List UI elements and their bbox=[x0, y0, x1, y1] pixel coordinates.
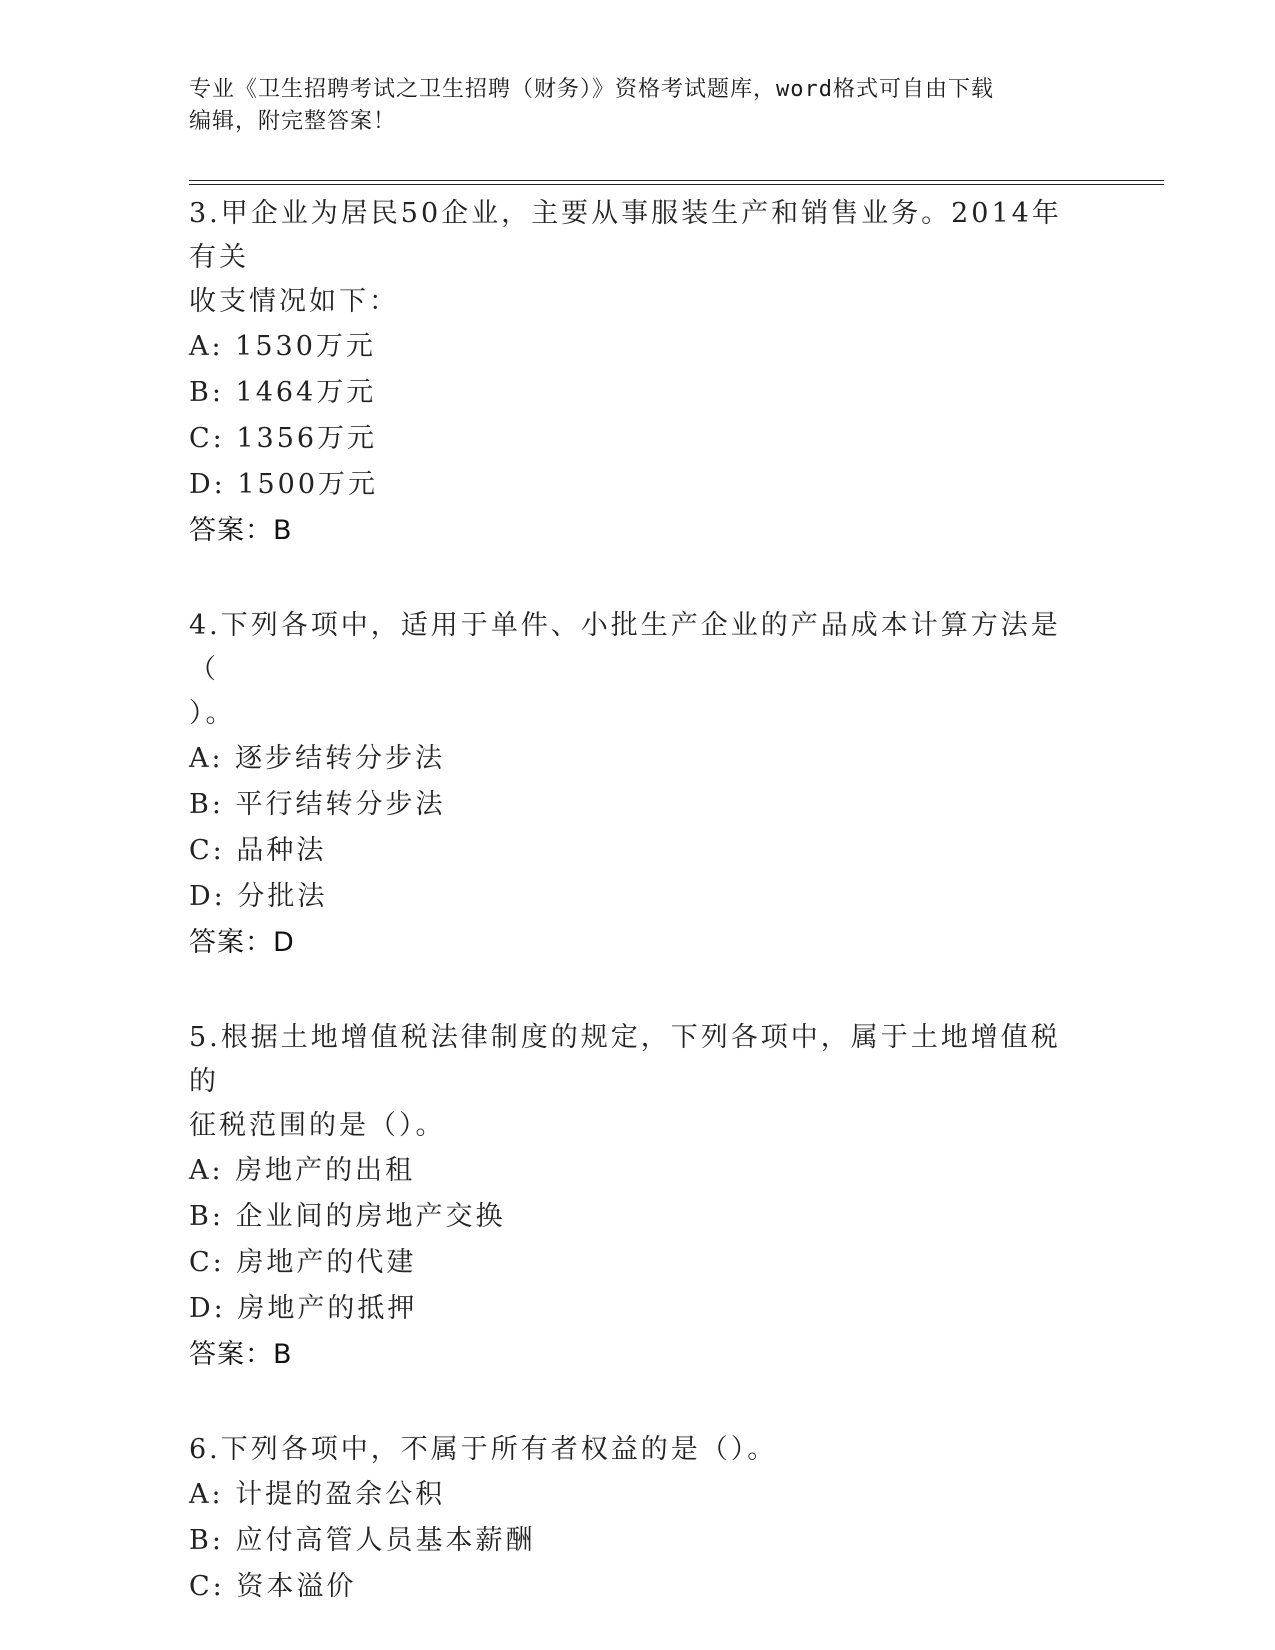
question-stem-line: ）。 bbox=[189, 698, 236, 729]
option-a: A: 1530万元 bbox=[189, 331, 376, 362]
option-c: C: 房地产的代建 bbox=[189, 1247, 417, 1278]
option-c: C: 资本溢价 bbox=[189, 1571, 357, 1602]
spacer bbox=[189, 554, 1089, 600]
question-stem-line: 征税范围的是（）。 bbox=[189, 1110, 446, 1141]
option-a: A: 计提的盈余公积 bbox=[189, 1479, 446, 1510]
spacer bbox=[189, 966, 1089, 1012]
option-c: C: 1356万元 bbox=[189, 423, 378, 454]
option-a: A: 逐步结转分步法 bbox=[189, 743, 446, 774]
option-b: B: 1464万元 bbox=[189, 377, 377, 408]
header-divider-top bbox=[189, 180, 1164, 181]
question-stem-line: 3.甲企业为居民50企业，主要从事服装生产和销售业务。2014年有关 bbox=[189, 198, 1062, 273]
answer-line: 答案：B bbox=[189, 1339, 293, 1370]
question-stem bbox=[189, 188, 1089, 324]
question-list bbox=[189, 188, 1089, 1610]
question-stem bbox=[189, 600, 1089, 736]
question-stem-line: 6.下列各项中，不属于所有者权益的是（）。 bbox=[189, 1434, 778, 1465]
option-b: B: 平行结转分步法 bbox=[189, 789, 446, 820]
option-b: B: 企业间的房地产交换 bbox=[189, 1201, 506, 1232]
question-stem bbox=[189, 1012, 1089, 1148]
option-d: D: 1500万元 bbox=[189, 469, 379, 500]
question-6 bbox=[189, 1424, 1089, 1610]
option-a: A: 房地产的出租 bbox=[189, 1155, 416, 1186]
question-4 bbox=[189, 600, 1089, 966]
option-d: D: 分批法 bbox=[189, 881, 328, 912]
spacer bbox=[189, 1378, 1089, 1424]
option-c: C: 品种法 bbox=[189, 835, 327, 866]
option-d: D: 房地产的抵押 bbox=[189, 1293, 418, 1324]
question-stem-line: 5.根据土地增值税法律制度的规定，下列各项中，属于土地增值税的 bbox=[189, 1022, 1061, 1097]
answer-line: 答案：D bbox=[189, 927, 295, 958]
question-stem-line: 收支情况如下： bbox=[189, 286, 399, 317]
question-stem-line: 4.下列各项中，适用于单件、小批生产企业的产品成本计算方法是（ bbox=[189, 610, 1061, 685]
document-header bbox=[189, 74, 1089, 138]
option-b: B: 应付高管人员基本薪酬 bbox=[189, 1525, 536, 1556]
header-line-2: 编辑，附完整答案！ bbox=[189, 109, 397, 134]
question-stem bbox=[189, 1424, 1089, 1472]
header-divider-bottom bbox=[189, 184, 1164, 185]
question-5 bbox=[189, 1012, 1089, 1378]
header-line-1: 专业《卫生招聘考试之卫生招聘（财务）》资格考试题库，word格式可自由下载 bbox=[189, 77, 994, 102]
answer-line: 答案：B bbox=[189, 515, 293, 546]
question-3 bbox=[189, 188, 1089, 554]
